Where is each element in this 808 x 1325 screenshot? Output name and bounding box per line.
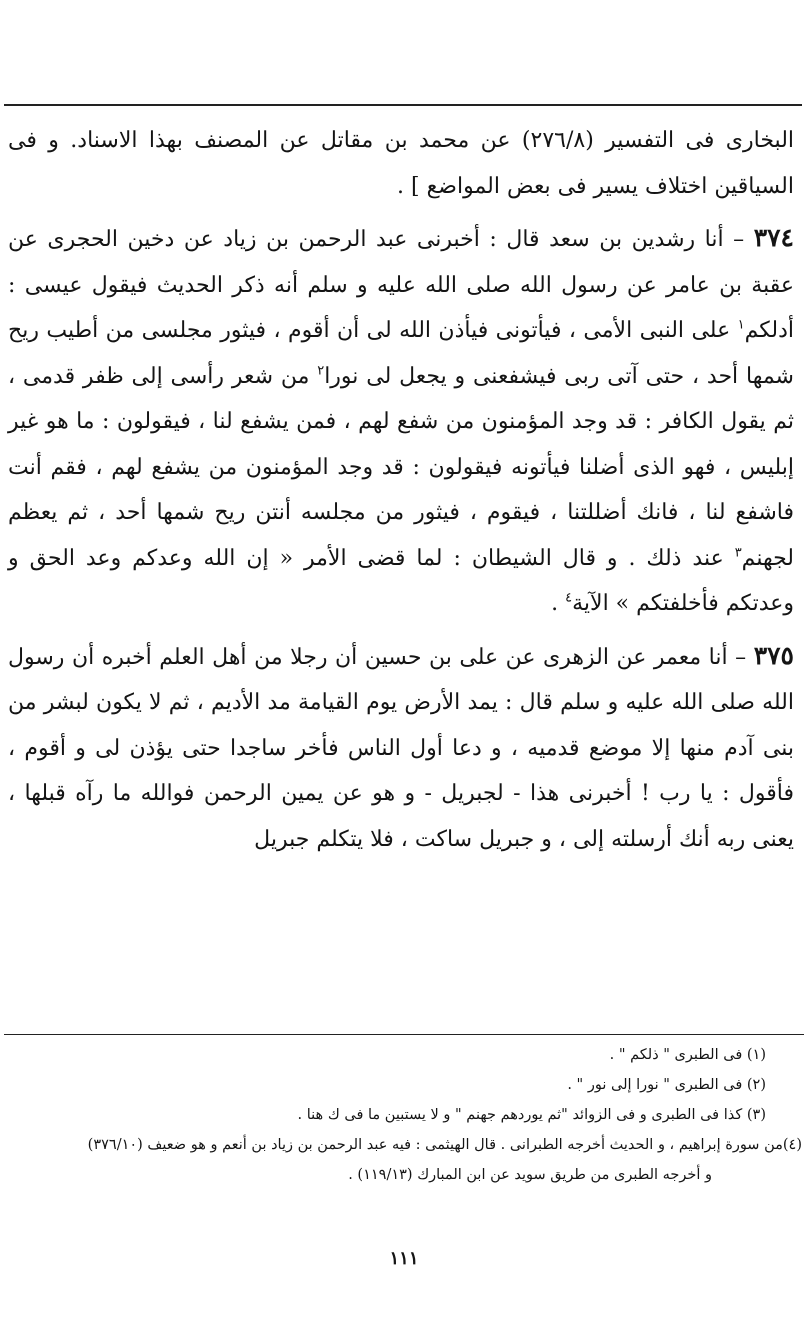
hadith-375 (8, 633, 794, 863)
hadith-text-part: على النبى الأمى ، فيأتونى فيأذن الله لى أن أقوم ، فيثور مجلسى من أطيب ريح شمها أحد ، حتى آتى ربى فيشفعنى و يجعل لى نورا (8, 318, 794, 389)
hadith-374 (8, 215, 794, 627)
footnote-1: (١) فى الطبرى " ذلكم " . (609, 1047, 766, 1063)
footnote-rule (4, 1034, 804, 1035)
page-number: ١١١ (389, 1248, 419, 1269)
hadith-dash: – (723, 227, 754, 252)
footnote-marker: ٢ (317, 363, 325, 379)
hadith-text-part: . (551, 591, 566, 616)
footnote-marker: ٤ (565, 590, 573, 606)
footnote-4-continuation: و أخرجه الطبرى من طريق سويد عن ابن المبارك (١١٩/١٣) . (348, 1167, 712, 1183)
hadith-number: ٣٧٤ (753, 223, 794, 252)
footnotes (6, 1040, 802, 1190)
hadith-number: ٣٧٥ (753, 640, 794, 670)
footnote-3: (٣) كذا فى الطبرى و فى الزوائد "ثم يوردهم جهنم " و لا يستبين ما فى ك هنا . (297, 1107, 766, 1123)
continuation-paragraph: البخارى فى التفسير (٢٧٦/٨) عن محمد بن مقاتل عن المصنف بهذا الاسناد. و فى السياقين اختلاف يسير فى بعض المواضع ] . (8, 128, 795, 199)
hadith-text-part: عند ذلك . و قال الشيطان : لما قضى الأمر « إن الله وعدكم وعد الحق و وعدتكم فأخلفتكم » الآية (8, 545, 794, 616)
footnote-4: (٤)من سورة إبراهيم ، و الحديث أخرجه الطبرانى . قال الهيثمى : فيه عبد الرحمن بن زياد بن أنعم و هو ضعيف (٣٧٦/١٠) (87, 1137, 802, 1153)
hadith-text-part: من شعر رأسى إلى ظفر قدمى ، ثم يقول الكافر : قد وجد المؤمنون من شفع لهم ، فمن يشفع لنا ، فيقولون : ما هو غير إبليس ، فهو الذى أضلنا فيأتونه فيقولون : قد وجد المؤمنون من يشفع لهم ، فقم أنت فاشفع لنا ، فانك أضللتنا ، فيقوم ، فيثور من مجلسه أنتن ريح شمها أحد ، ثم يعظم لجهنم (8, 363, 794, 571)
hadith-text: أنا معمر عن الزهرى عن على بن حسين أن رجلا من أهل العلم أخبره أن رسول الله صلى الله عليه و سلم قال : يمد الأرض يوم القيامة مد الأديم ، ثم لا يكون لبشر من بنى آدم منها إلا موضع قدميه ، و دعا أول الناس فأخر ساجدا حتى يؤذن لى و أقوم ، فأقول : يا رب ! أخبرنى هذا - لجبريل - و هو عن يمين الرحمن فوالله ما رآه قبلها ، يعنى ربه أنك أرسلته إلى ، و جبريل ساكت ، فلا يتكلم جبريل (8, 644, 794, 852)
footnote-marker: ٣ (734, 545, 742, 561)
footnote-marker: ١ (737, 317, 745, 333)
main-text (8, 118, 794, 862)
footnote-2: (٢) فى الطبرى " نورا إلى نور " . (567, 1077, 766, 1093)
hadith-text-part: أنا رشدين بن سعد قال : أخبرنى عبد الرحمن بن زياد عن دخين الحجرى عن عقبة بن عامر عن رسول الله صلى الله عليه و سلم أنه ذكر الحديث فيقول عيسى : أدلكم (8, 227, 794, 343)
header-rule (4, 104, 802, 106)
hadith-dash: – (727, 644, 754, 670)
